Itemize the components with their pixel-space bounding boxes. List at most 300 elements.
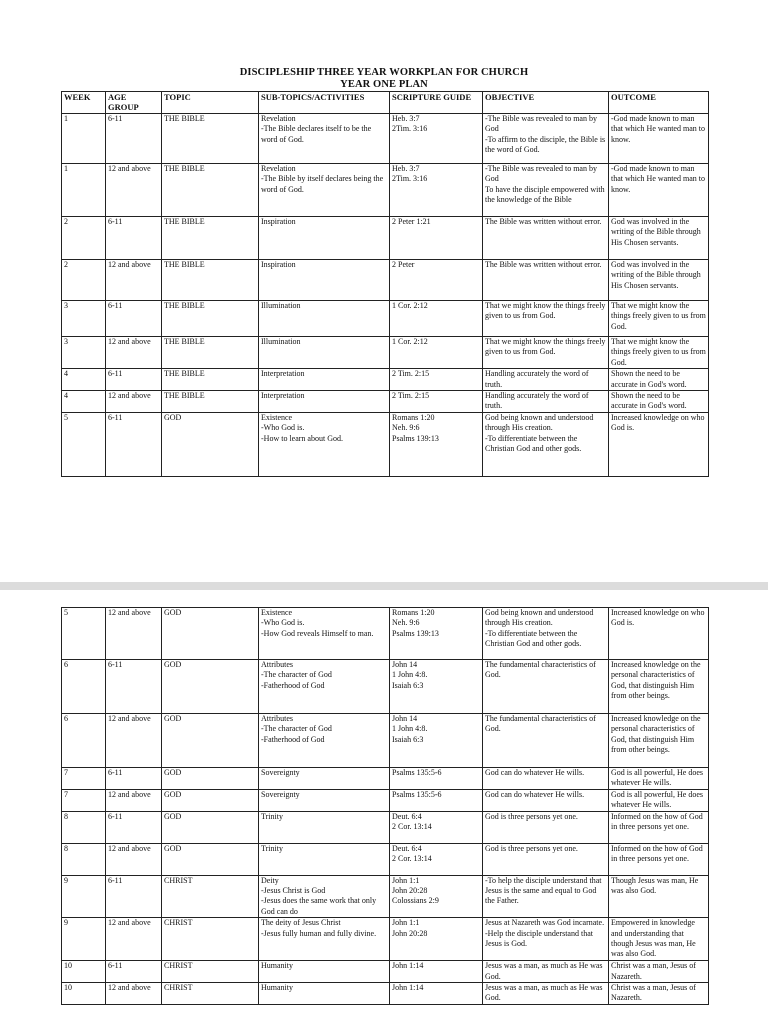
cell-topic xyxy=(162,660,259,714)
cell-topic xyxy=(162,768,259,790)
cell-text: GOD xyxy=(164,660,182,669)
header-week: WEEK xyxy=(62,92,106,114)
cell-scripture xyxy=(390,608,483,660)
cell-scripture xyxy=(390,164,483,217)
cell-scripture xyxy=(390,337,483,369)
header-scripture-guide: SCRIPTURE GUIDE xyxy=(390,92,483,114)
cell-week xyxy=(62,369,106,391)
cell-text: Jesus at Nazareth was God incarnate. -Help the disciple understand that Jesus is God. xyxy=(485,918,605,949)
cell-text: 12 and above xyxy=(108,391,151,401)
cell-text: John 1:1 John 20:28 Colossians 2:9 xyxy=(392,875,439,906)
cell-sub xyxy=(259,983,390,1005)
cell-text: THE BIBLE xyxy=(164,337,205,346)
cell-topic xyxy=(162,164,259,217)
cell-text: God was involved in the writing of the Bible through His Chosen servants. xyxy=(611,260,701,290)
cell-outcome xyxy=(609,337,709,369)
table-header-row xyxy=(62,92,709,114)
cell-text: 2 Tim. 2:15 xyxy=(392,369,430,379)
cell-text: Though Jesus was man, He was also God. xyxy=(611,875,699,896)
workplan-table-page-1 xyxy=(61,91,709,477)
cell-text: The Bible was written without error. xyxy=(485,217,602,226)
cell-text: -To help the disciple understand that Jesus is the same and equal to God the Father. xyxy=(485,875,602,906)
cell-text: Illumination xyxy=(261,337,301,346)
cell-week xyxy=(62,789,106,811)
cell-sub xyxy=(259,843,390,875)
cell-age xyxy=(106,164,162,217)
table-row xyxy=(62,337,709,369)
cell-objective xyxy=(483,983,609,1005)
cell-text: THE BIBLE xyxy=(164,391,205,401)
table-row xyxy=(62,114,709,164)
cell-objective xyxy=(483,811,609,843)
cell-text: 12 and above xyxy=(108,337,151,346)
cell-objective xyxy=(483,768,609,790)
cell-sub xyxy=(259,918,390,961)
cell-text: GOD xyxy=(164,412,182,422)
cell-text: THE BIBLE xyxy=(164,301,205,310)
cell-text: 2 Peter 1:21 xyxy=(392,217,431,226)
cell-age xyxy=(106,301,162,337)
cell-outcome xyxy=(609,164,709,217)
cell-text: 1 Cor. 2:12 xyxy=(392,337,428,346)
cell-text: 1 xyxy=(64,114,68,123)
cell-text: God can do whatever He wills. xyxy=(485,789,585,799)
cell-text: 12 and above xyxy=(108,608,151,617)
cell-topic xyxy=(162,391,259,413)
cell-age xyxy=(106,260,162,301)
header-sub-topics: SUB-TOPICS/ACTIVITIES xyxy=(259,92,390,114)
table-row xyxy=(62,843,709,875)
cell-outcome xyxy=(609,714,709,768)
header-outcome: OUTCOME xyxy=(609,92,709,114)
cell-scripture xyxy=(390,875,483,918)
cell-objective xyxy=(483,217,609,260)
cell-text: GOD xyxy=(164,843,182,853)
cell-age xyxy=(106,369,162,391)
cell-outcome xyxy=(609,301,709,337)
table-row xyxy=(62,164,709,217)
cell-week xyxy=(62,301,106,337)
cell-week xyxy=(62,843,106,875)
cell-week xyxy=(62,114,106,164)
cell-objective xyxy=(483,369,609,391)
cell-sub xyxy=(259,875,390,918)
cell-text: CHRIST xyxy=(164,875,193,885)
cell-text: GOD xyxy=(164,811,182,821)
cell-text: That we might know the things freely given to us from God. xyxy=(485,301,606,321)
cell-text: Attributes -The character of God -Fatherhood of God xyxy=(261,714,332,744)
cell-text: -The Bible was revealed to man by God -To affirm to the disciple, the Bible is the word of God. xyxy=(485,114,606,155)
cell-outcome xyxy=(609,114,709,164)
cell-text: CHRIST xyxy=(164,918,193,928)
cell-text: 2 xyxy=(64,217,68,226)
cell-scripture xyxy=(390,789,483,811)
cell-text: 12 and above xyxy=(108,789,151,799)
cell-topic xyxy=(162,983,259,1005)
cell-week xyxy=(62,391,106,413)
cell-objective xyxy=(483,164,609,217)
cell-text: 6-11 xyxy=(108,369,123,379)
cell-scripture xyxy=(390,918,483,961)
cell-text: 4 xyxy=(64,369,68,379)
cell-scripture xyxy=(390,412,483,476)
cell-text: Sovereignty xyxy=(261,789,300,799)
cell-text: Interpretation xyxy=(261,391,305,401)
cell-age xyxy=(106,714,162,768)
cell-objective xyxy=(483,114,609,164)
cell-text: 6-11 xyxy=(108,811,123,821)
cell-sub xyxy=(259,260,390,301)
cell-week xyxy=(62,875,106,918)
cell-text: THE BIBLE xyxy=(164,217,205,226)
cell-scripture xyxy=(390,983,483,1005)
cell-scripture xyxy=(390,961,483,983)
cell-outcome xyxy=(609,875,709,918)
cell-week xyxy=(62,961,106,983)
cell-scripture xyxy=(390,660,483,714)
document-page-2 xyxy=(0,590,768,1024)
cell-text: Humanity xyxy=(261,983,293,993)
cell-text: 1 xyxy=(64,164,68,173)
cell-age xyxy=(106,391,162,413)
cell-text: Handling accurately the word of truth. xyxy=(485,391,589,411)
cell-age xyxy=(106,660,162,714)
cell-text: 12 and above xyxy=(108,714,151,723)
cell-objective xyxy=(483,875,609,918)
cell-age xyxy=(106,811,162,843)
cell-text: 12 and above xyxy=(108,260,151,269)
cell-text: 12 and above xyxy=(108,164,151,173)
cell-outcome xyxy=(609,918,709,961)
document-title: DISCIPLESHIP THREE YEAR WORKPLAN FOR CHURCH xyxy=(239,67,529,78)
cell-text: Existence -Who God is. -How to learn about God. xyxy=(261,412,343,443)
cell-text: GOD xyxy=(164,608,182,617)
cell-text: Sovereignty xyxy=(261,768,300,777)
cell-outcome xyxy=(609,768,709,790)
cell-text: THE BIBLE xyxy=(164,164,205,173)
cell-topic xyxy=(162,301,259,337)
cell-text: 3 xyxy=(64,337,68,346)
cell-text: 8 xyxy=(64,843,68,853)
cell-text: 7 xyxy=(64,768,68,777)
cell-sub xyxy=(259,714,390,768)
cell-age xyxy=(106,114,162,164)
cell-text: 2 Tim. 2:15 xyxy=(392,391,430,401)
table-row xyxy=(62,260,709,301)
cell-scripture xyxy=(390,843,483,875)
cell-text: That we might know the things freely given to us from God. xyxy=(611,301,706,331)
cell-text: Christ was a man, Jesus of Nazareth. xyxy=(611,961,696,981)
cell-age xyxy=(106,983,162,1005)
cell-sub xyxy=(259,768,390,790)
cell-scripture xyxy=(390,714,483,768)
cell-outcome xyxy=(609,961,709,983)
cell-text: Revelation -The Bible by itself declares being the word of God. xyxy=(261,164,384,194)
cell-text: 6-11 xyxy=(108,875,123,885)
table-row xyxy=(62,301,709,337)
cell-objective xyxy=(483,412,609,476)
cell-objective xyxy=(483,260,609,301)
cell-scripture xyxy=(390,768,483,790)
cell-sub xyxy=(259,660,390,714)
cell-age xyxy=(106,918,162,961)
cell-week xyxy=(62,412,106,476)
cell-sub xyxy=(259,412,390,476)
cell-scripture xyxy=(390,369,483,391)
cell-age xyxy=(106,337,162,369)
table-row xyxy=(62,768,709,790)
cell-text: 10 xyxy=(64,983,72,993)
cell-text: The Bible was written without error. xyxy=(485,260,602,269)
cell-week xyxy=(62,768,106,790)
cell-scripture xyxy=(390,114,483,164)
cell-text: God being known and understood through His creation. -To differentiate between the Christian God and other gods. xyxy=(485,608,594,649)
cell-text: 1 Cor. 2:12 xyxy=(392,301,428,310)
cell-text: Interpretation xyxy=(261,369,305,379)
table-row xyxy=(62,789,709,811)
cell-text: Informed on the how of God in three persons yet one. xyxy=(611,843,703,864)
cell-topic xyxy=(162,789,259,811)
cell-text: Deut. 6:4 2 Cor. 13:14 xyxy=(392,843,432,864)
cell-text: 9 xyxy=(64,918,68,928)
cell-text: God is all powerful, He does whatever He wills. xyxy=(611,768,703,788)
cell-topic xyxy=(162,714,259,768)
cell-objective xyxy=(483,301,609,337)
cell-text: Jesus was a man, as much as He was God. xyxy=(485,983,603,1003)
cell-text: Heb. 3:7 2Tim. 3:16 xyxy=(392,164,428,184)
cell-scripture xyxy=(390,217,483,260)
cell-text: Increased knowledge on who God is. xyxy=(611,608,705,628)
cell-text: GOD xyxy=(164,789,182,799)
cell-age xyxy=(106,961,162,983)
cell-topic xyxy=(162,114,259,164)
table-row xyxy=(62,217,709,260)
cell-text: Humanity xyxy=(261,961,293,971)
cell-text: CHRIST xyxy=(164,983,193,993)
cell-objective xyxy=(483,714,609,768)
cell-text: Romans 1:20 Neh. 9:6 Psalms 139:13 xyxy=(392,412,439,443)
cell-text: THE BIBLE xyxy=(164,260,205,269)
cell-text: The fundamental characteristics of God. xyxy=(485,660,596,680)
cell-age xyxy=(106,875,162,918)
cell-text: 12 and above xyxy=(108,983,151,993)
cell-text: 6-11 xyxy=(108,961,123,971)
cell-text: Shown the need to be accurate in God's word. xyxy=(611,369,687,389)
cell-sub xyxy=(259,608,390,660)
cell-text: Psalms 135:5-6 xyxy=(392,768,442,777)
table-row xyxy=(62,714,709,768)
cell-sub xyxy=(259,337,390,369)
cell-objective xyxy=(483,789,609,811)
cell-outcome xyxy=(609,789,709,811)
cell-week xyxy=(62,714,106,768)
cell-text: That we might know the things freely given to us from God. xyxy=(485,337,606,357)
cell-text: 8 xyxy=(64,811,68,821)
cell-text: God is three persons yet one. xyxy=(485,811,578,821)
cell-text: CHRIST xyxy=(164,961,193,971)
cell-objective xyxy=(483,843,609,875)
table-row xyxy=(62,961,709,983)
cell-text: 4 xyxy=(64,391,68,401)
document-title-block xyxy=(60,67,708,91)
cell-sub xyxy=(259,114,390,164)
cell-text: The deity of Jesus Christ -Jesus fully human and fully divine. xyxy=(261,918,377,938)
cell-objective xyxy=(483,391,609,413)
cell-text: Existence -Who God is. -How God reveals Himself to man. xyxy=(261,608,374,638)
cell-text: GOD xyxy=(164,714,182,723)
cell-text: Deut. 6:4 2 Cor. 13:14 xyxy=(392,811,432,832)
cell-outcome xyxy=(609,412,709,476)
cell-text: -God made known to man that which He wanted man to know. xyxy=(611,114,705,144)
cell-outcome xyxy=(609,260,709,301)
table-row xyxy=(62,811,709,843)
cell-text: -God made known to man that which He wanted man to know. xyxy=(611,164,705,194)
cell-outcome xyxy=(609,217,709,260)
cell-text: Increased knowledge on who God is. xyxy=(611,412,705,433)
cell-text: John 1:1 John 20:28 xyxy=(392,918,428,938)
cell-outcome xyxy=(609,983,709,1005)
cell-outcome xyxy=(609,660,709,714)
cell-week xyxy=(62,217,106,260)
cell-text: Inspiration xyxy=(261,217,296,226)
cell-topic xyxy=(162,918,259,961)
cell-age xyxy=(106,768,162,790)
cell-week xyxy=(62,164,106,217)
cell-text: Illumination xyxy=(261,301,301,310)
cell-text: Jesus was a man, as much as He was God. xyxy=(485,961,603,981)
cell-text: THE BIBLE xyxy=(164,114,205,123)
cell-sub xyxy=(259,369,390,391)
cell-objective xyxy=(483,337,609,369)
cell-age xyxy=(106,608,162,660)
cell-objective xyxy=(483,660,609,714)
header-age-group: AGE GROUP xyxy=(106,92,162,114)
cell-text: Romans 1:20 Neh. 9:6 Psalms 139:13 xyxy=(392,608,439,638)
cell-sub xyxy=(259,961,390,983)
cell-text: Trinity xyxy=(261,843,283,853)
cell-sub xyxy=(259,391,390,413)
cell-text: God was involved in the writing of the Bible through His Chosen servants. xyxy=(611,217,701,247)
cell-sub xyxy=(259,789,390,811)
cell-text: 6 xyxy=(64,714,68,723)
cell-text: Deity -Jesus Christ is God -Jesus does the same work that only God can do xyxy=(261,875,377,916)
table-row xyxy=(62,660,709,714)
cell-outcome xyxy=(609,369,709,391)
cell-topic xyxy=(162,961,259,983)
cell-age xyxy=(106,789,162,811)
cell-scripture xyxy=(390,260,483,301)
cell-text: Heb. 3:7 2Tim. 3:16 xyxy=(392,114,428,134)
cell-text: 6-11 xyxy=(108,660,123,669)
workplan-table-page-2 xyxy=(61,607,709,1005)
cell-text: John 14 1 John 4:8. Isaiah 6:3 xyxy=(392,660,428,690)
cell-week xyxy=(62,608,106,660)
cell-text: Shown the need to be accurate in God's word. xyxy=(611,391,687,411)
cell-text: 5 xyxy=(64,608,68,617)
cell-text: God is three persons yet one. xyxy=(485,843,578,853)
cell-topic xyxy=(162,811,259,843)
cell-text: 6-11 xyxy=(108,412,123,422)
cell-sub xyxy=(259,301,390,337)
table-row xyxy=(62,983,709,1005)
cell-objective xyxy=(483,961,609,983)
cell-week xyxy=(62,983,106,1005)
cell-sub xyxy=(259,164,390,217)
cell-text: God can do whatever He wills. xyxy=(485,768,585,777)
cell-sub xyxy=(259,217,390,260)
cell-text: THE BIBLE xyxy=(164,369,205,379)
cell-text: Christ was a man, Jesus of Nazareth. xyxy=(611,983,696,1003)
cell-topic xyxy=(162,412,259,476)
cell-text: 6-11 xyxy=(108,768,123,777)
cell-text: God is all powerful, He does whatever He wills. xyxy=(611,789,703,810)
cell-topic xyxy=(162,260,259,301)
cell-scripture xyxy=(390,391,483,413)
cell-text: That we might know the things freely given to us from God. xyxy=(611,337,706,367)
cell-text: Empowered in knowledge and understanding that though Jesus was man, He was also God. xyxy=(611,918,696,959)
cell-text: 12 and above xyxy=(108,918,151,928)
table-row xyxy=(62,875,709,918)
cell-outcome xyxy=(609,843,709,875)
cell-text: Trinity xyxy=(261,811,283,821)
table-row xyxy=(62,412,709,476)
cell-topic xyxy=(162,843,259,875)
cell-text: John 1:14 xyxy=(392,961,424,971)
cell-week xyxy=(62,918,106,961)
table-row xyxy=(62,608,709,660)
cell-text: Handling accurately the word of truth. xyxy=(485,369,589,389)
cell-scripture xyxy=(390,811,483,843)
cell-age xyxy=(106,412,162,476)
cell-text: 6 xyxy=(64,660,68,669)
cell-text: Inspiration xyxy=(261,260,296,269)
cell-text: GOD xyxy=(164,768,182,777)
cell-scripture xyxy=(390,301,483,337)
cell-text: -The Bible was revealed to man by God To have the disciple empowered with the knowledge of the Bible xyxy=(485,164,605,205)
cell-text: 6-11 xyxy=(108,217,123,226)
cell-outcome xyxy=(609,811,709,843)
cell-text: 2 Peter xyxy=(392,260,415,269)
cell-outcome xyxy=(609,391,709,413)
cell-text: 3 xyxy=(64,301,68,310)
cell-text: Increased knowledge on the personal characteristics of God, that distinguish Him from other beings. xyxy=(611,660,701,701)
cell-text: Increased knowledge on the personal characteristics of God, that distinguish Him from other beings. xyxy=(611,714,701,755)
cell-objective xyxy=(483,918,609,961)
cell-text: 6-11 xyxy=(108,114,123,123)
cell-text: John 1:14 xyxy=(392,983,424,993)
cell-topic xyxy=(162,217,259,260)
cell-outcome xyxy=(609,608,709,660)
cell-week xyxy=(62,660,106,714)
cell-age xyxy=(106,217,162,260)
cell-text: 6-11 xyxy=(108,301,123,310)
cell-topic xyxy=(162,337,259,369)
cell-week xyxy=(62,260,106,301)
cell-age xyxy=(106,843,162,875)
cell-text: John 14 1 John 4:8. Isaiah 6:3 xyxy=(392,714,428,744)
cell-text: 10 xyxy=(64,961,72,971)
cell-week xyxy=(62,337,106,369)
cell-text: 5 xyxy=(64,412,68,422)
table-row xyxy=(62,391,709,413)
document-subtitle: YEAR ONE PLAN xyxy=(340,79,428,90)
cell-text: 2 xyxy=(64,260,68,269)
cell-topic xyxy=(162,608,259,660)
cell-text: Informed on the how of God in three persons yet one. xyxy=(611,811,703,832)
table-row xyxy=(62,369,709,391)
cell-text: The fundamental characteristics of God. xyxy=(485,714,596,734)
header-objective: OBJECTIVE xyxy=(483,92,609,114)
